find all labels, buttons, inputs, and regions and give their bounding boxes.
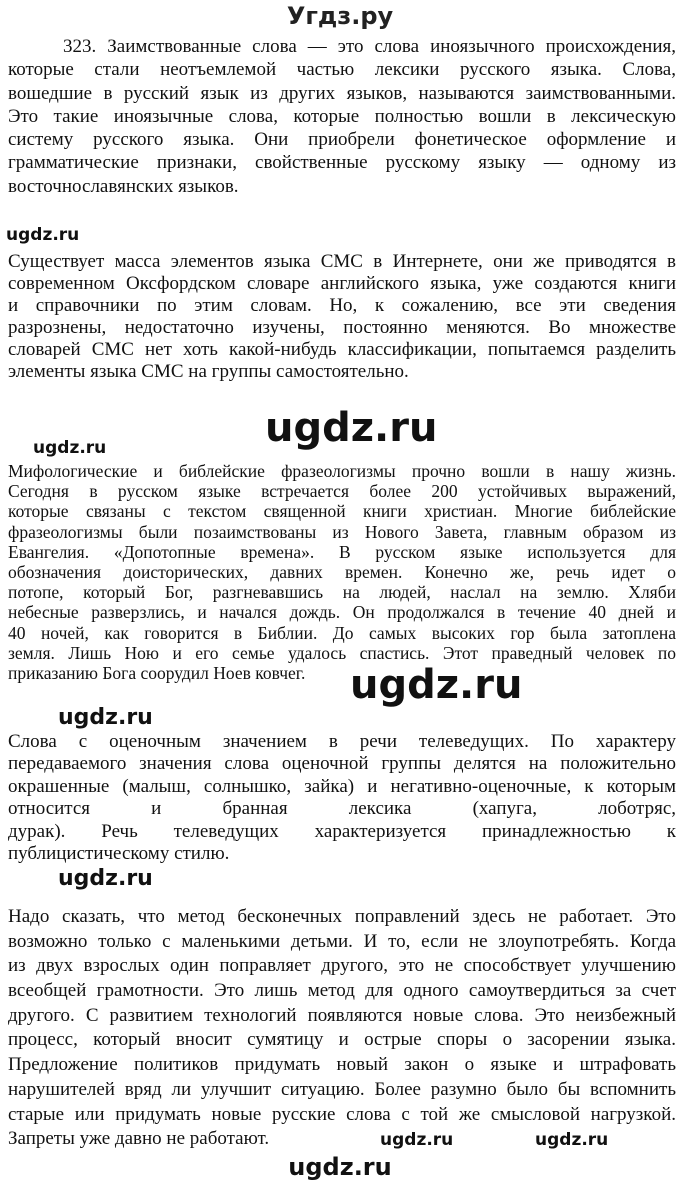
text-line: относится и бранная лексика (хапуга, лоботряс, bbox=[8, 798, 676, 820]
paragraph-corrections bbox=[8, 905, 676, 1152]
text-line: приказанию Бога соорудил Ноев ковчег. bbox=[8, 662, 306, 683]
watermark: ugdz.ru bbox=[6, 225, 80, 245]
text-line: Предложение политиков придумать новый закон о языке и штрафовать bbox=[8, 1054, 676, 1076]
text-line: разрознены, недостаточно изучены, постоянно меняются. Во множестве bbox=[8, 317, 676, 338]
text-line: Евангелия. «Допотопные времена». В русском языке используется для bbox=[8, 541, 676, 562]
text-line: возможно только с маленькими детьми. И то, если не злоупотребять. Когда bbox=[8, 930, 676, 952]
text-line: и справочники по этим словам. Но, к сожалению, все эти сведения bbox=[8, 295, 676, 316]
text-line: обозначения доисторических, давних времен. Конечно же, речь идет о bbox=[8, 561, 676, 582]
text-line: небесные разверзлись, и начался дождь. Он продолжался в течение 40 дней и bbox=[8, 602, 676, 623]
text-line: элементы языка СМС на группы самостоятельно. bbox=[8, 361, 409, 382]
text-line: современном Оксфордском словаре английского языка, уже создаются книги bbox=[8, 273, 676, 294]
site-title: Угдз.ру bbox=[286, 2, 394, 30]
watermark: ugdz.ru bbox=[58, 705, 153, 730]
text-line: передаваемого значения слова оценочной группы делятся на положительно bbox=[8, 753, 676, 775]
text-line: 323. Заимствованные слова — это слова иноязычного происхождения, bbox=[63, 36, 676, 57]
text-line: Слова с оценочным значением в речи телеведущих. По характеру bbox=[8, 731, 676, 752]
text-line: систему русского языка. Они приобрели фонетическое оформление и bbox=[8, 129, 676, 151]
text-line: старые или придумать новые русские слова с той же смысловой нагрузкой. bbox=[8, 1103, 676, 1125]
text-line: публицистическому стилю. bbox=[8, 842, 230, 864]
paragraph-sms-language bbox=[8, 251, 676, 383]
watermark: ugdz.ru bbox=[380, 1130, 454, 1150]
text-line: грамматические признаки, свойственные русскому языку — одному из bbox=[8, 152, 676, 174]
text-line: потопе, который Бог, разгневавшись на людей, наслал на землю. Хляби bbox=[8, 582, 676, 603]
text-line: Мифологические и библейские фразеологизмы прочно вошли в нашу жизнь. bbox=[8, 461, 676, 481]
text-line: процесс, который вносит сумятицу и острые споры о засорении языка. bbox=[8, 1029, 676, 1051]
text-line: другого. С развитием технологий появляются новые слова. Это неизбежный bbox=[8, 1004, 676, 1026]
text-line: окрашенные (малыш, солнышко, зайка) и негативно-оценочные, к которым bbox=[8, 775, 676, 797]
watermark: ugdz.ru bbox=[535, 1130, 609, 1150]
text-line: 40 ночей, как говорится в Библии. До самых высоких гор была затоплена bbox=[8, 622, 676, 643]
text-line: словарей СМС нет хоть какой-нибудь классификации, попытаемся разделить bbox=[8, 339, 676, 360]
text-line: из двух взрослых один поправляет другого, это не способствует улучшению bbox=[8, 955, 676, 977]
paragraph-evaluative-words bbox=[8, 731, 676, 865]
text-line: вошедшие в русский язык из других языков, называются заимствованными. bbox=[8, 82, 676, 104]
footer-watermark: ugdz.ru bbox=[288, 1153, 392, 1181]
text-line: Сегодня в русском языке встречается более 200 устойчивых выражений, bbox=[8, 481, 676, 502]
text-line: фразеологизмы были позаимствованы из Нового Завета, главным образом из bbox=[8, 521, 676, 542]
text-line: нарушителей вряд ли улучшит ситуацию. Более разумно было бы вспомнить bbox=[8, 1078, 676, 1100]
watermark: ugdz.ru bbox=[33, 438, 107, 458]
watermark: ugdz.ru bbox=[58, 866, 153, 891]
paragraph-phraseologisms bbox=[8, 461, 676, 683]
text-line: дурак). Речь телеведущих характеризуется принадлежностью к bbox=[8, 820, 676, 842]
text-line: которые стали неотъемлемой частью лексики русского языка. Слова, bbox=[8, 59, 676, 81]
text-line: Запреты уже давно не работают. bbox=[8, 1128, 270, 1150]
watermark-large: ugdz.ru bbox=[265, 405, 438, 451]
text-line: восточнославянских языков. bbox=[8, 175, 239, 197]
watermark-large: ugdz.ru bbox=[350, 662, 523, 708]
text-line: Надо сказать, что метод бесконечных поправлений здесь не работает. Это bbox=[8, 906, 676, 927]
text-line: земля. Лишь Ною и его семье удалось спастись. Этот праведный человек по bbox=[8, 642, 676, 663]
text-line: всеобщей грамотности. Это лишь метод для одного самоутвердиться за счет bbox=[8, 980, 676, 1002]
text-line: Это такие иноязычные слова, которые полностью вошли в лексическую bbox=[8, 105, 676, 127]
paragraph-loanwords bbox=[8, 35, 676, 198]
text-line: Существует масса элементов языка СМС в Интернете, они же приводятся в bbox=[8, 251, 676, 272]
text-line: которые связаны с текстом священной книги христиан. Многие библейские bbox=[8, 501, 676, 522]
